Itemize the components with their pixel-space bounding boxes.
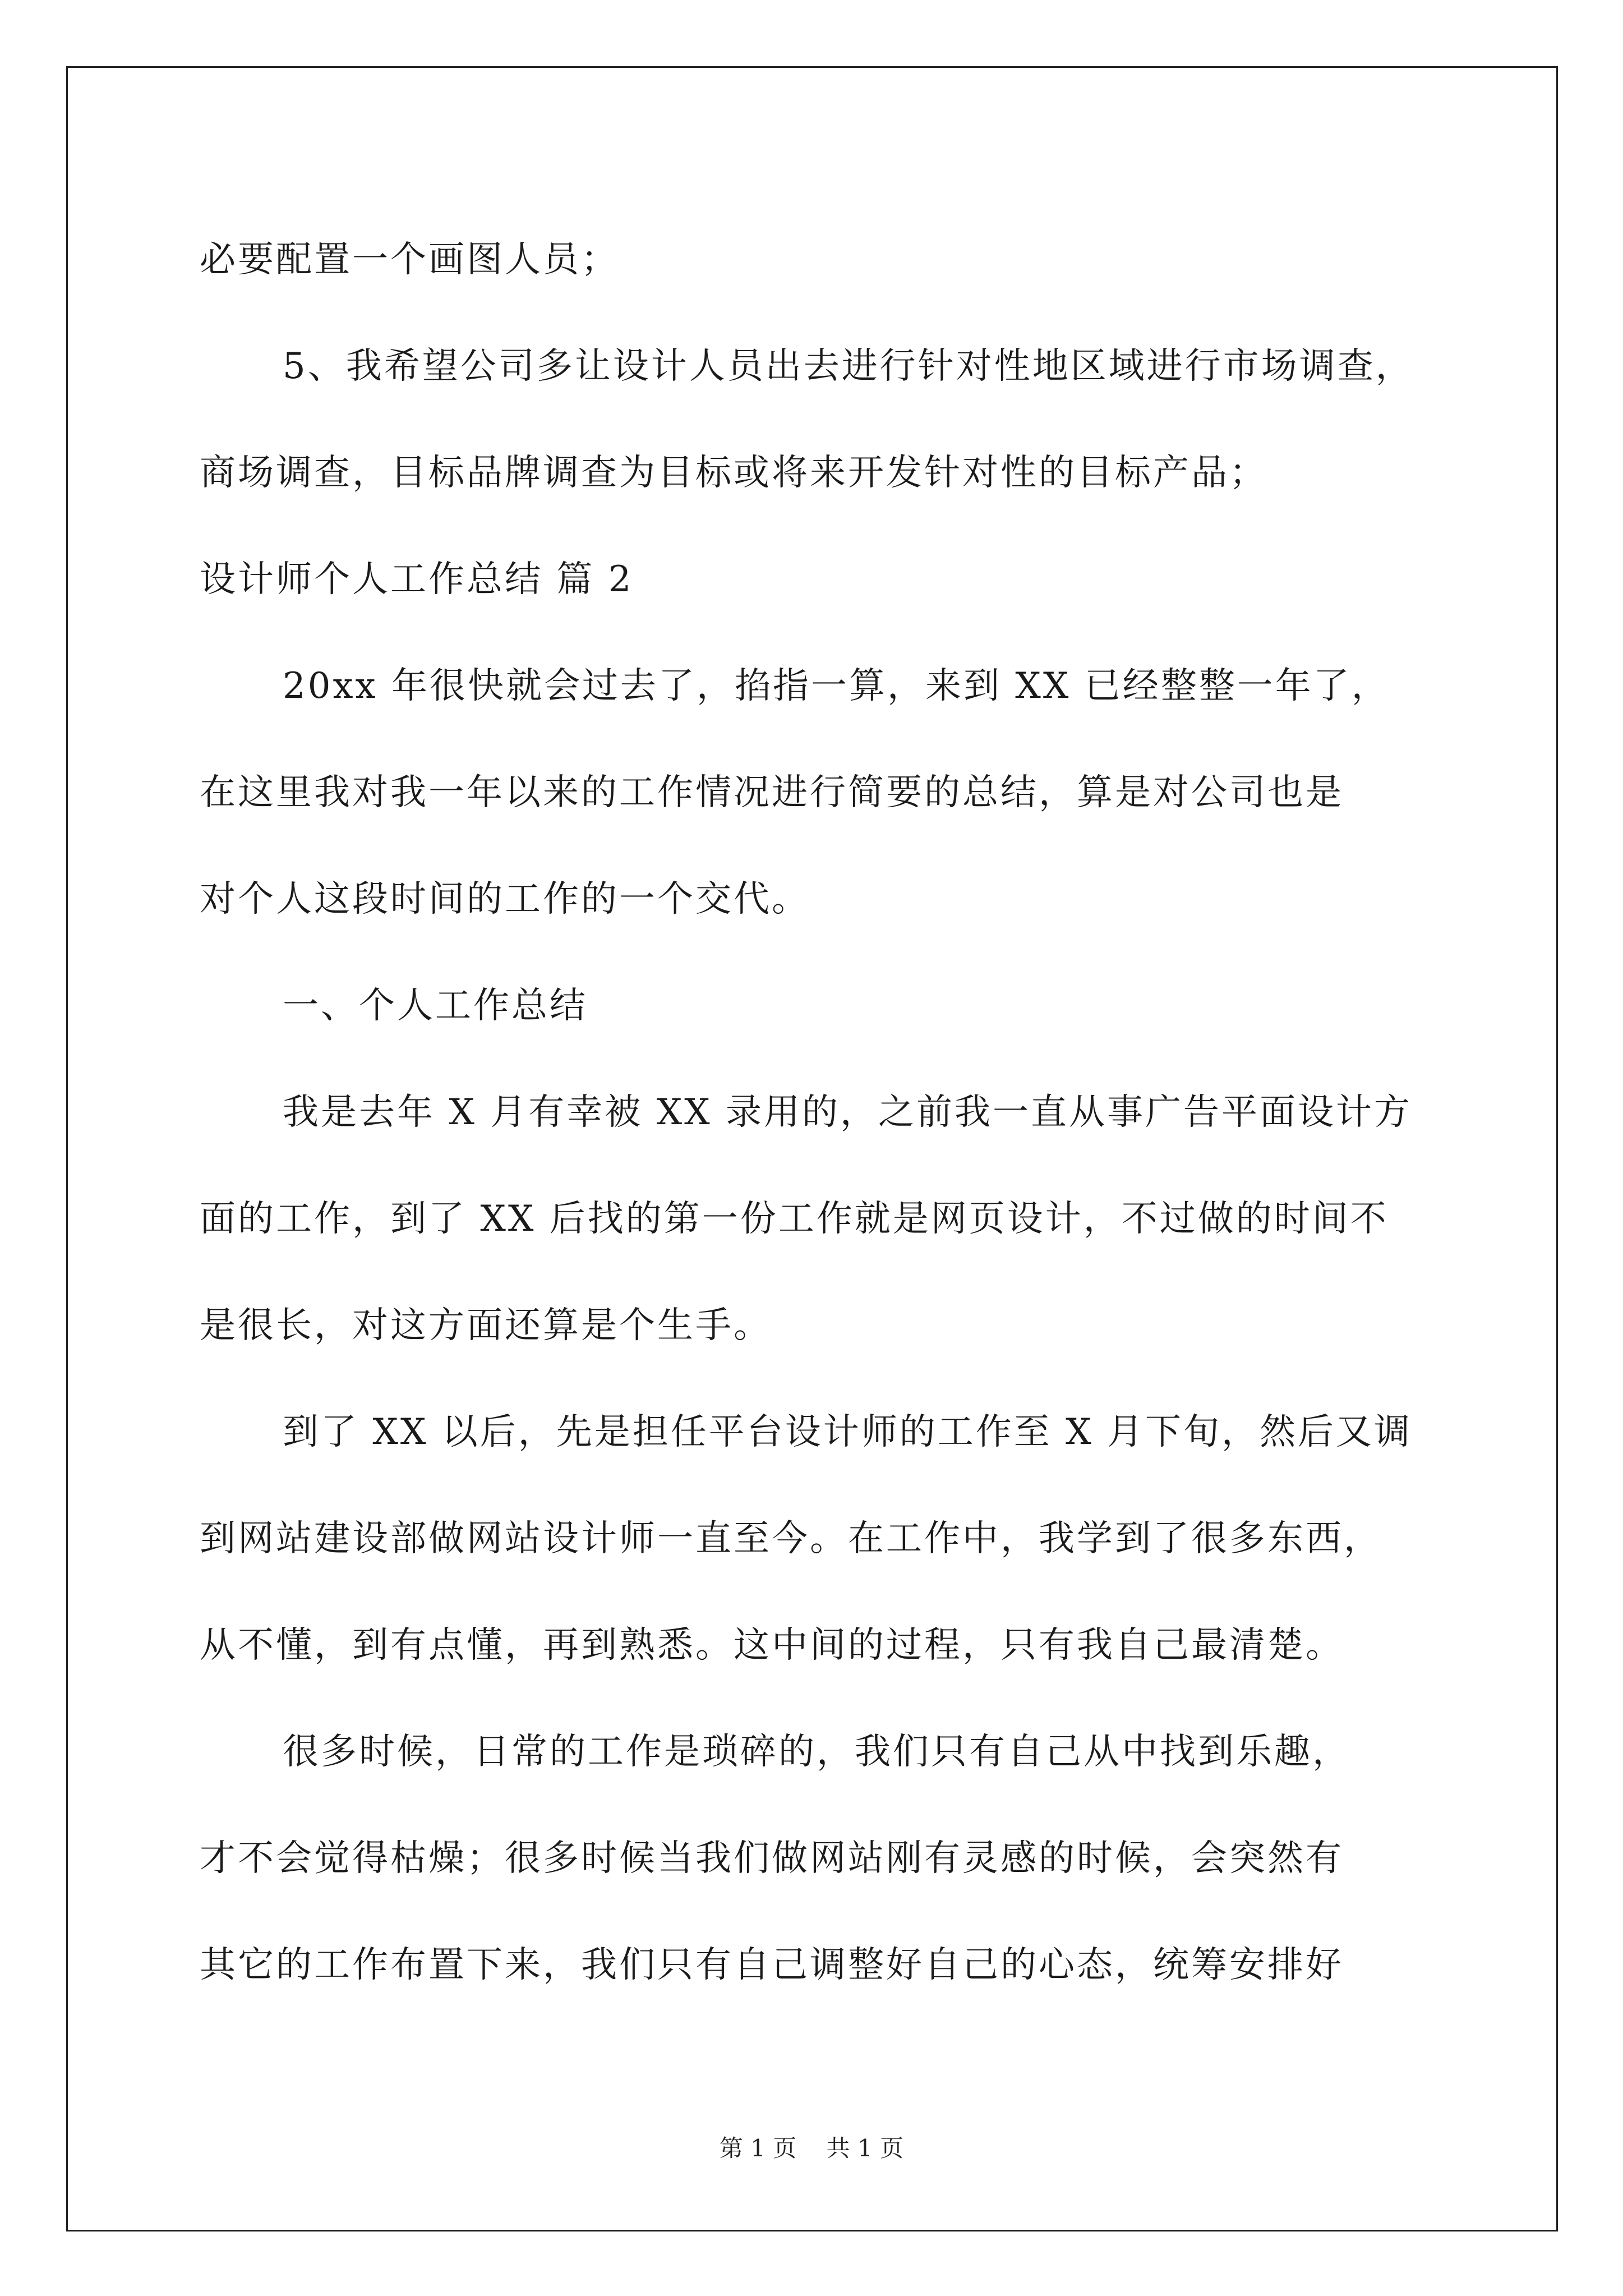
text-line-5: 20xx 年很快就会过去了，掐指一算，来到 XX 已经整整一年了， [283, 665, 1390, 707]
document-body [200, 206, 1484, 2018]
text-line-6: 在这里我对我一年以来的工作情况进行简要的总结，算是对公司也是 [200, 772, 1344, 813]
page-footer [0, 2132, 1623, 2165]
text-line-15: 很多时候，日常的工作是琐碎的，我们只有自己从中找到乐趣， [283, 1731, 1350, 1773]
text-line-14: 从不懂，到有点懂，再到熟悉。这中间的过程，只有我自己最清楚。 [200, 1625, 1344, 1666]
text-line-7: 对个人这段时间的工作的一个交代。 [200, 878, 810, 920]
text-line-11: 是很长，对这方面还算是个生手。 [200, 1305, 772, 1346]
text-line-16: 才不会觉得枯燥；很多时候当我们做网站刚有灵感的时候，会突然有 [200, 1838, 1344, 1879]
text-line-17: 其它的工作布置下来，我们只有自己调整好自己的心态，统筹安排好 [200, 1944, 1344, 1986]
text-line-2: 5、我希望公司多让设计人员出去进行针对性地区域进行市场调查， [283, 346, 1414, 387]
text-line-10: 面的工作，到了 XX 后找的第一份工作就是网页设计，不过做的时间不 [200, 1198, 1389, 1240]
text-line-1: 必要配置一个画图人员； [200, 239, 619, 280]
page-total: 共 1 页 [826, 2134, 904, 2162]
text-line-12: 到了 XX 以后，先是担任平台设计师的工作至 X 月下旬，然后又调 [283, 1411, 1413, 1453]
text-line-9: 我是去年 X 月有幸被 XX 录用的，之前我一直从事广告平面设计方 [283, 1092, 1413, 1133]
text-line-13: 到网站建设部做网站设计师一直至今。在工作中，我学到了很多东西， [200, 1518, 1382, 1559]
text-line-3: 商场调查，目标品牌调查为目标或将来开发针对性的目标产品； [200, 452, 1267, 494]
subsection-heading: 一、个人工作总结 [283, 985, 588, 1027]
page-number: 第 1 页 [719, 2134, 797, 2162]
section-heading: 设计师个人工作总结 篇 2 [200, 559, 634, 600]
